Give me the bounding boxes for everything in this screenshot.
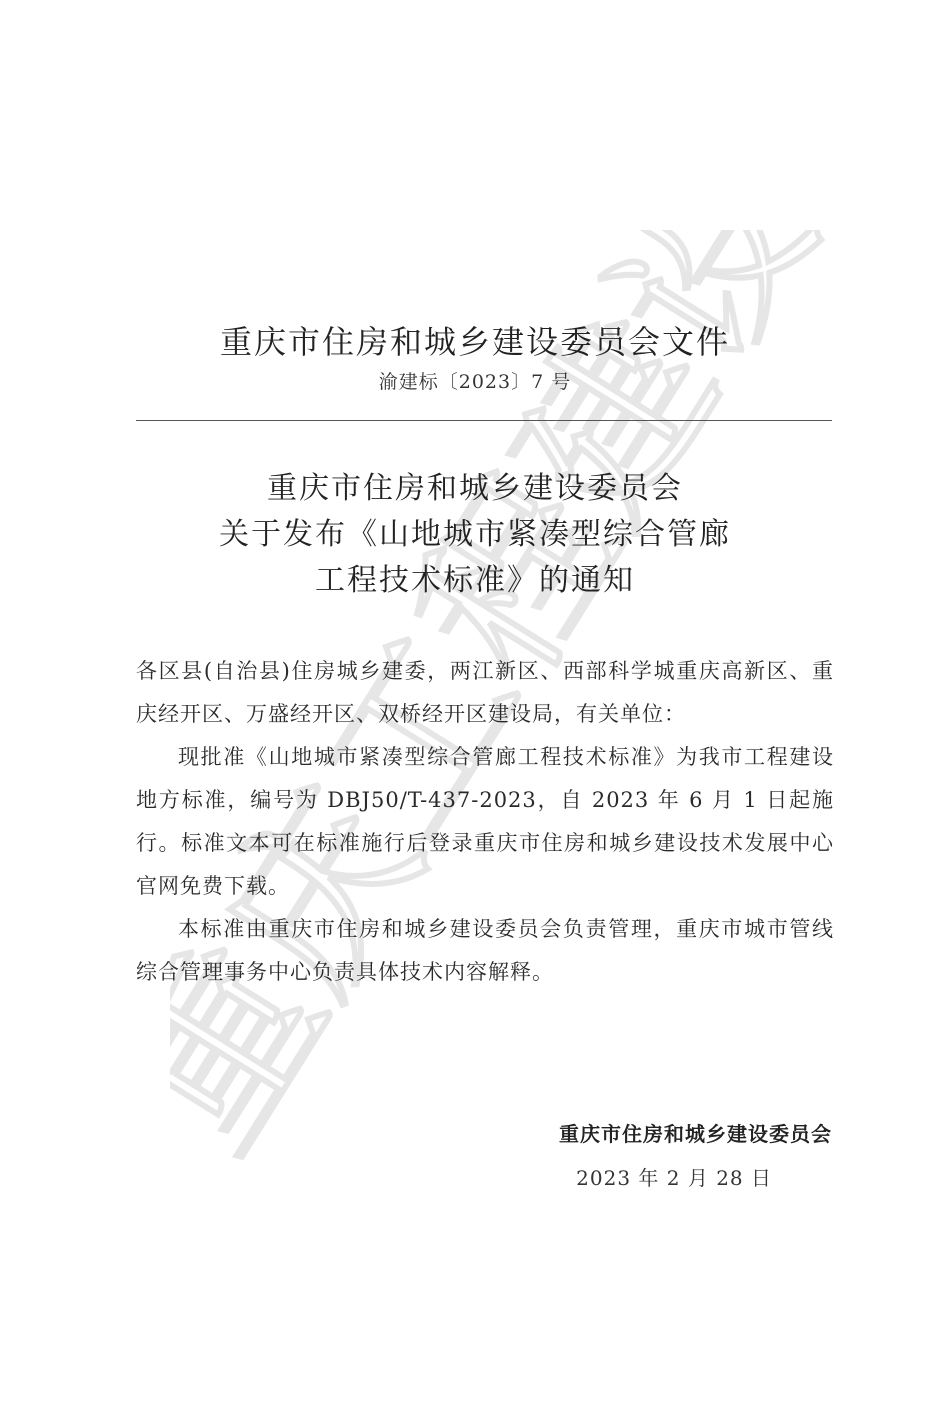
signature-date: 2023 年 2 月 28 日 <box>576 1166 772 1190</box>
management-paragraph: 本标准由重庆市住房和城乡建设委员会负责管理，重庆市城市管线综合管理事务中心负责具体技术内容解释。 <box>136 917 834 984</box>
addressee-paragraph: 各区县(自治县)住房城乡建委，两江新区、西部科学城重庆高新区、重庆经开区、万盛经开区、双桥经开区建设局，有关单位： <box>136 659 834 726</box>
notice-title <box>0 466 950 604</box>
notice-title-line-2: 关于发布《山地城市紧凑型综合管廊 <box>219 517 731 552</box>
document-number: 渝建标〔2023〕7 号 <box>378 371 572 393</box>
notice-body <box>136 650 834 994</box>
notice-title-line-3: 工程技术标准》的通知 <box>315 563 635 598</box>
notice-title-line-1: 重庆市住房和城乡建设委员会 <box>267 471 683 506</box>
watermark-text: 重庆工程建设 <box>170 230 830 1184</box>
approval-paragraph: 现批准《山地城市紧凑型综合管廊工程技术标准》为我市工程建设地方标准，编号为 DBJ50/T-437-2023，自 2023 年 6 月 1 日起施行。标准文本可在标准施行后登录重庆市住房和城乡建设技术发展中心官网免费下载。 <box>136 745 834 898</box>
signature-issuer: 重庆市住房和城乡建设委员会 <box>559 1122 832 1146</box>
header-divider <box>136 420 832 421</box>
issuer-header: 重庆市住房和城乡建设委员会文件 <box>219 323 730 361</box>
